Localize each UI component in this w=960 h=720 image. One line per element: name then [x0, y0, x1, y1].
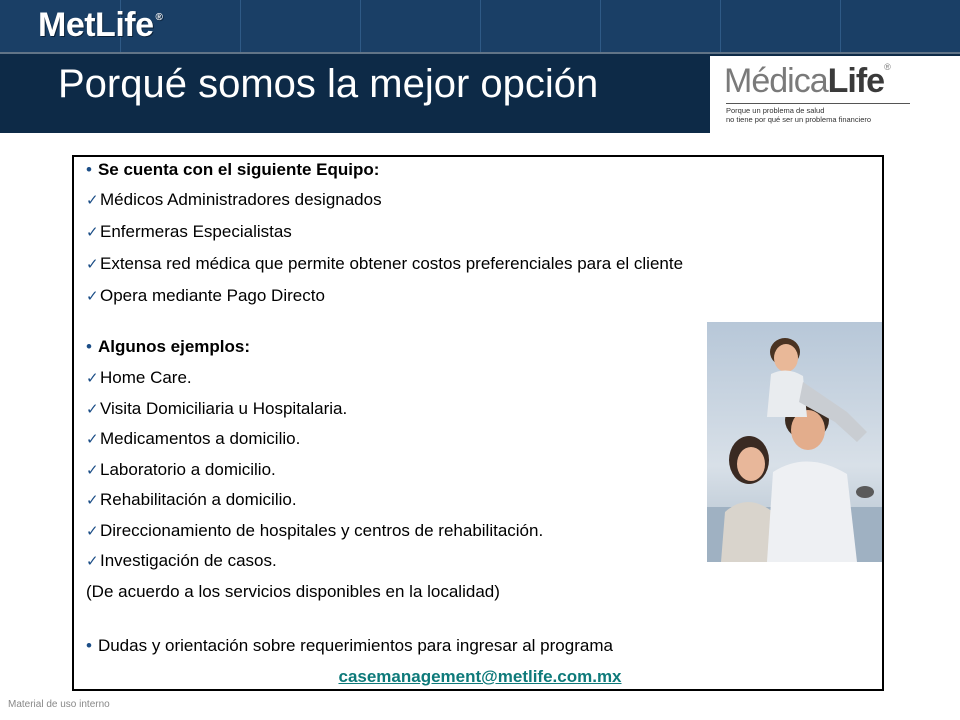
divider	[0, 52, 960, 54]
bullet-icon: •	[86, 160, 92, 179]
page-title: Porqué somos la mejor opción	[58, 62, 599, 106]
checkmark-icon: ✓	[86, 223, 99, 241]
footer-note: Material de uso interno	[8, 699, 110, 710]
bullet-icon: •	[86, 636, 92, 655]
list-item: ✓Investigación de casos.	[86, 551, 277, 570]
grid-line	[240, 0, 241, 52]
grid-line	[720, 0, 721, 52]
checkmark-icon: ✓	[86, 191, 99, 209]
list-item: ✓Extensa red médica que permite obtener costos preferenciales para el cliente	[86, 254, 684, 273]
header-banner	[0, 0, 960, 133]
list-item: ✓Rehabilitación a domicilio.	[86, 490, 297, 509]
checkmark-icon: ✓	[86, 552, 99, 570]
list-item: ✓Enfermeras Especialistas	[86, 222, 292, 241]
availability-note: (De acuerdo a los servicios disponibles en la localidad)	[86, 582, 500, 601]
checkmark-icon: ✓	[86, 255, 99, 273]
list-item: ✓Visita Domiciliaria u Hospitalaria.	[86, 399, 348, 418]
list-item: ✓Home Care.	[86, 368, 192, 387]
medicalife-logo	[710, 56, 960, 133]
checkmark-icon: ✓	[86, 461, 99, 479]
checkmark-icon: ✓	[86, 287, 99, 305]
checkmark-icon: ✓	[86, 430, 99, 448]
divider	[726, 103, 910, 104]
list-item: ✓Médicos Administradores designados	[86, 190, 382, 209]
family-photo-illustration	[707, 322, 882, 562]
grid-line	[840, 0, 841, 52]
email-link[interactable]: casemanagement@metlife.com.mx	[338, 667, 622, 686]
bullet-icon: •	[86, 337, 92, 356]
section-heading-ejemplos: • Algunos ejemplos:	[86, 337, 251, 356]
family-photo	[707, 322, 882, 562]
grid-line	[600, 0, 601, 52]
contact-text: • Dudas y orientación sobre requerimientos para ingresar al programa	[86, 636, 613, 655]
metlife-logo: MetLife ®	[38, 6, 163, 44]
list-item: ✓Opera mediante Pago Directo	[86, 286, 325, 305]
medicalife-logo-text: MédicaLife®	[724, 62, 890, 100]
checkmark-icon: ✓	[86, 400, 99, 418]
medicalife-tagline: Porque un problema de salud no tiene por qué ser un problema financiero	[726, 106, 872, 124]
section-heading-equipo: • Se cuenta con el siguiente Equipo:	[86, 160, 380, 179]
checkmark-icon: ✓	[86, 491, 99, 509]
list-item: ✓Direccionamiento de hospitales y centros de rehabilitación.	[86, 521, 544, 540]
checkmark-icon: ✓	[86, 522, 99, 540]
list-item: ✓Medicamentos a domicilio.	[86, 429, 301, 448]
checkmark-icon: ✓	[86, 369, 99, 387]
grid-line	[480, 0, 481, 52]
list-item: ✓Laboratorio a domicilio.	[86, 460, 276, 479]
grid-line	[360, 0, 361, 52]
